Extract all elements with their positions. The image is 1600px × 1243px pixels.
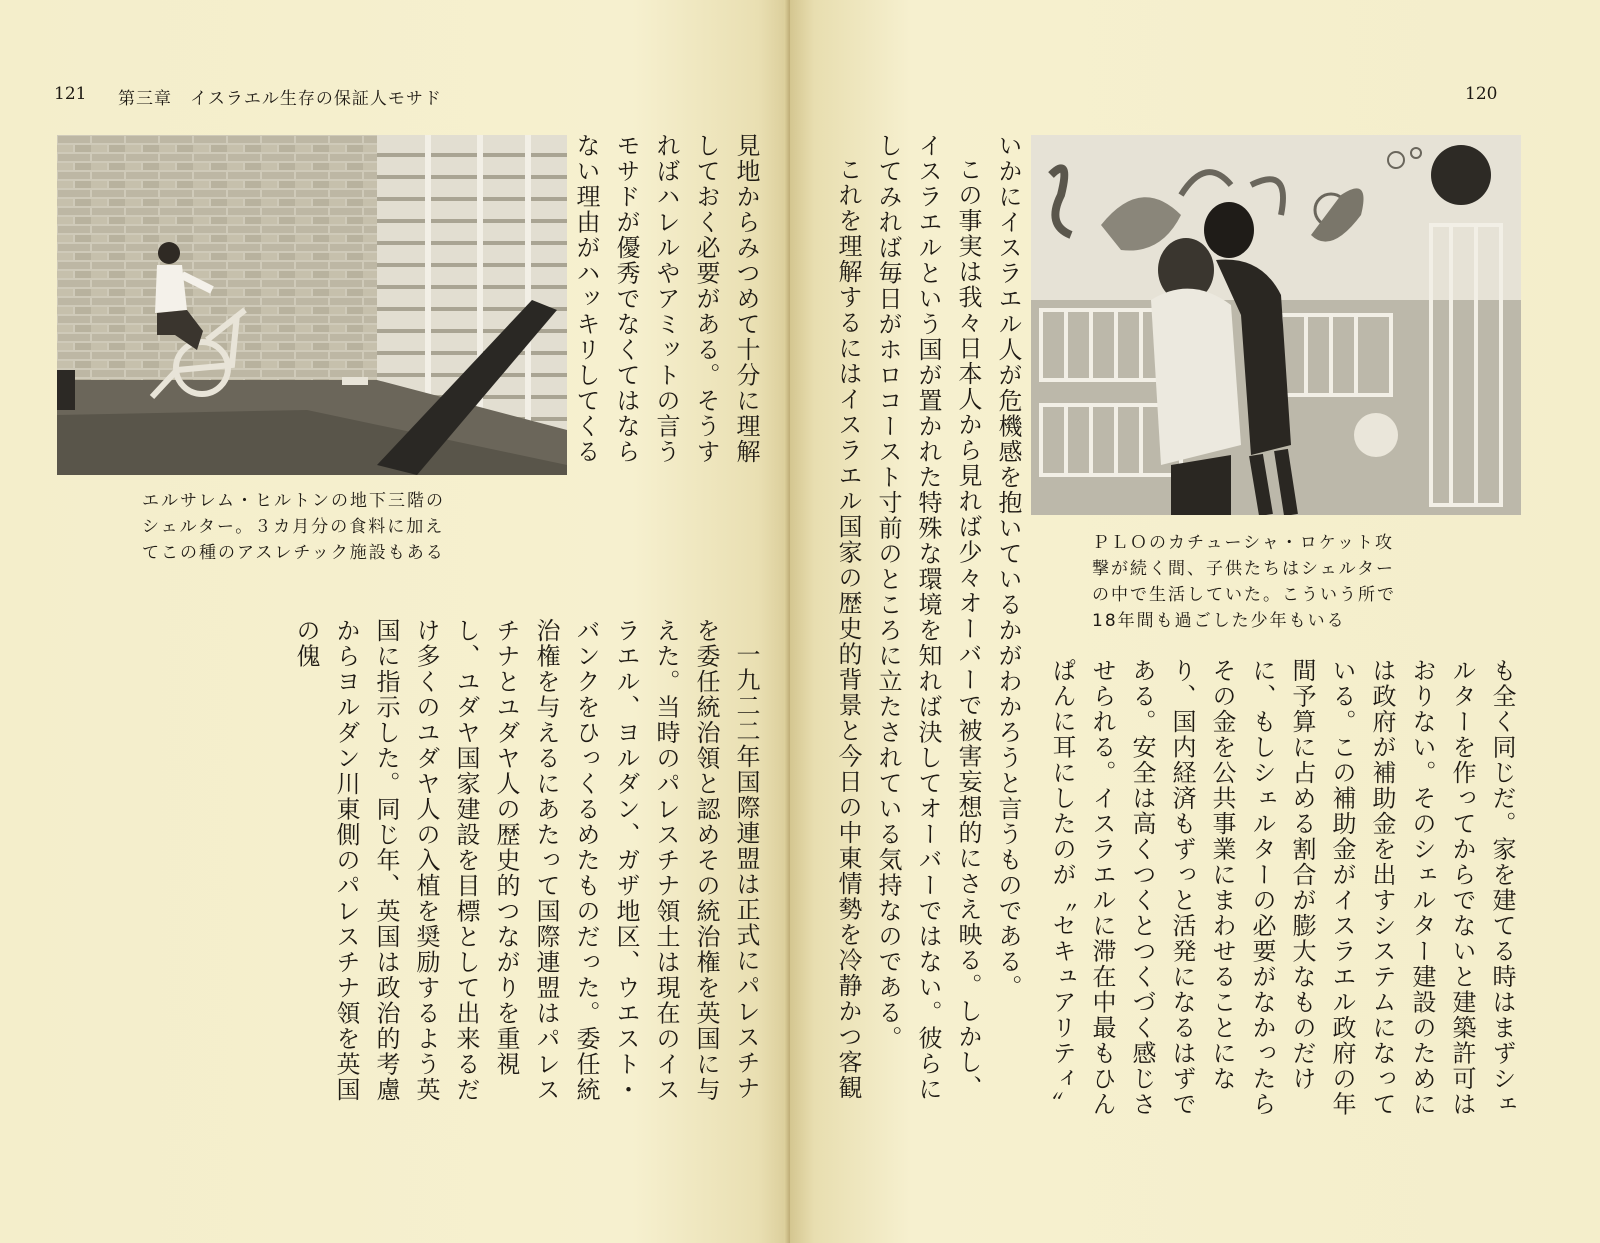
paragraph: 見地からみつめて十分に理解しておく必要がある。そうすればハレルやアミットの言うモサドが優秀でなくてはならない理由がハッキリしてくる <box>572 133 760 465</box>
left-lower-text-block <box>54 618 766 1118</box>
left-page <box>0 0 790 1243</box>
caption-line: シェルター。３カ月分の食料に加え <box>142 517 445 537</box>
left-page-number: 121 <box>54 84 87 104</box>
paragraph: この事実は我々日本人から見れば少々オーバーで被害妄想的にさえ映る。しかし、イスラエルという国が置かれた特殊な環境を知れば決してオーバーではない。彼らにしてみれば毎日がホロコースト寸前のところに立たされている気持なのである。 <box>874 133 982 1102</box>
children-shelter-photo <box>1031 135 1521 515</box>
paragraph: これを理解するにはイスラエル国家の歴史的背景と今日の中東情勢を冷静かつ客観 <box>834 157 862 1101</box>
right-page-number: 120 <box>1465 84 1498 104</box>
left-photo-caption <box>142 488 445 566</box>
caption-line: 18年間も過ごした少年もいる <box>1092 611 1346 631</box>
caption-line: 撃が続く間、子供たちはシェルター <box>1092 559 1395 579</box>
right-lower-text-block <box>1042 658 1522 1128</box>
caption-line: ＰＬＯのカチューシャ・ロケット攻 <box>1092 533 1394 553</box>
paragraph: いかにイスラエル人が危機感を抱いているかがわかろうと言うものである。 <box>994 133 1022 1000</box>
right-photo-caption <box>1092 530 1396 634</box>
paragraph: も全く同じだ。家を建てる時はまずシェルターを作ってからでないと建築許可はおりない。そのシェルター建設のためには政府が補助金を出すシステムになっている。この補助金がイスラエル政府の年間予算に占める割合が膨大なものだけに、もしシェルターの必要がなかったらその金を公共事業にまわせることになり、国内経済もずっと活発になるはずである。安全は高くつくとつくづく感じさせられる。イスラエルに滞在中最もひんぱんに耳にしたのが〝セキュアリティ〟 <box>1048 658 1516 1117</box>
left-running-title: 第三章 イスラエル生存の保証人モサド <box>118 89 442 109</box>
caption-line: の中で生活していた。こういう所で <box>1092 585 1396 605</box>
right-page <box>790 0 1600 1243</box>
caption-line: てこの種のアスレチック施設もある <box>142 543 445 563</box>
shelter-exercise-photo-icon <box>57 135 567 475</box>
children-shelter-photo-icon <box>1031 135 1521 515</box>
shelter-exercise-photo <box>57 135 567 475</box>
caption-line: エルサレム・ヒルトンの地下三階の <box>142 491 445 511</box>
paragraph: 一九二二年国際連盟は正式にパレスチナを委任統治領と認めその統治権を英国に与えた。当時のパレスチナ領土は現在のイスラエル、ヨルダン、ガザ地区、ウエスト・バンクをひっくるめたものだった。委任統治権を与えるにあたって国際連盟はパレスチナとユダヤ人の歴史的つながりを重視し、ユダヤ国家建設を目標として出来るだけ多くのユダヤ人の入植を奨励するよう英国に指示した。同じ年、英国は政治的考慮からヨルダン川東側のパレスチナ領を英国の傀 <box>292 618 760 1103</box>
left-upper-text-block <box>566 133 766 473</box>
right-upper-text-block <box>828 133 1028 1123</box>
